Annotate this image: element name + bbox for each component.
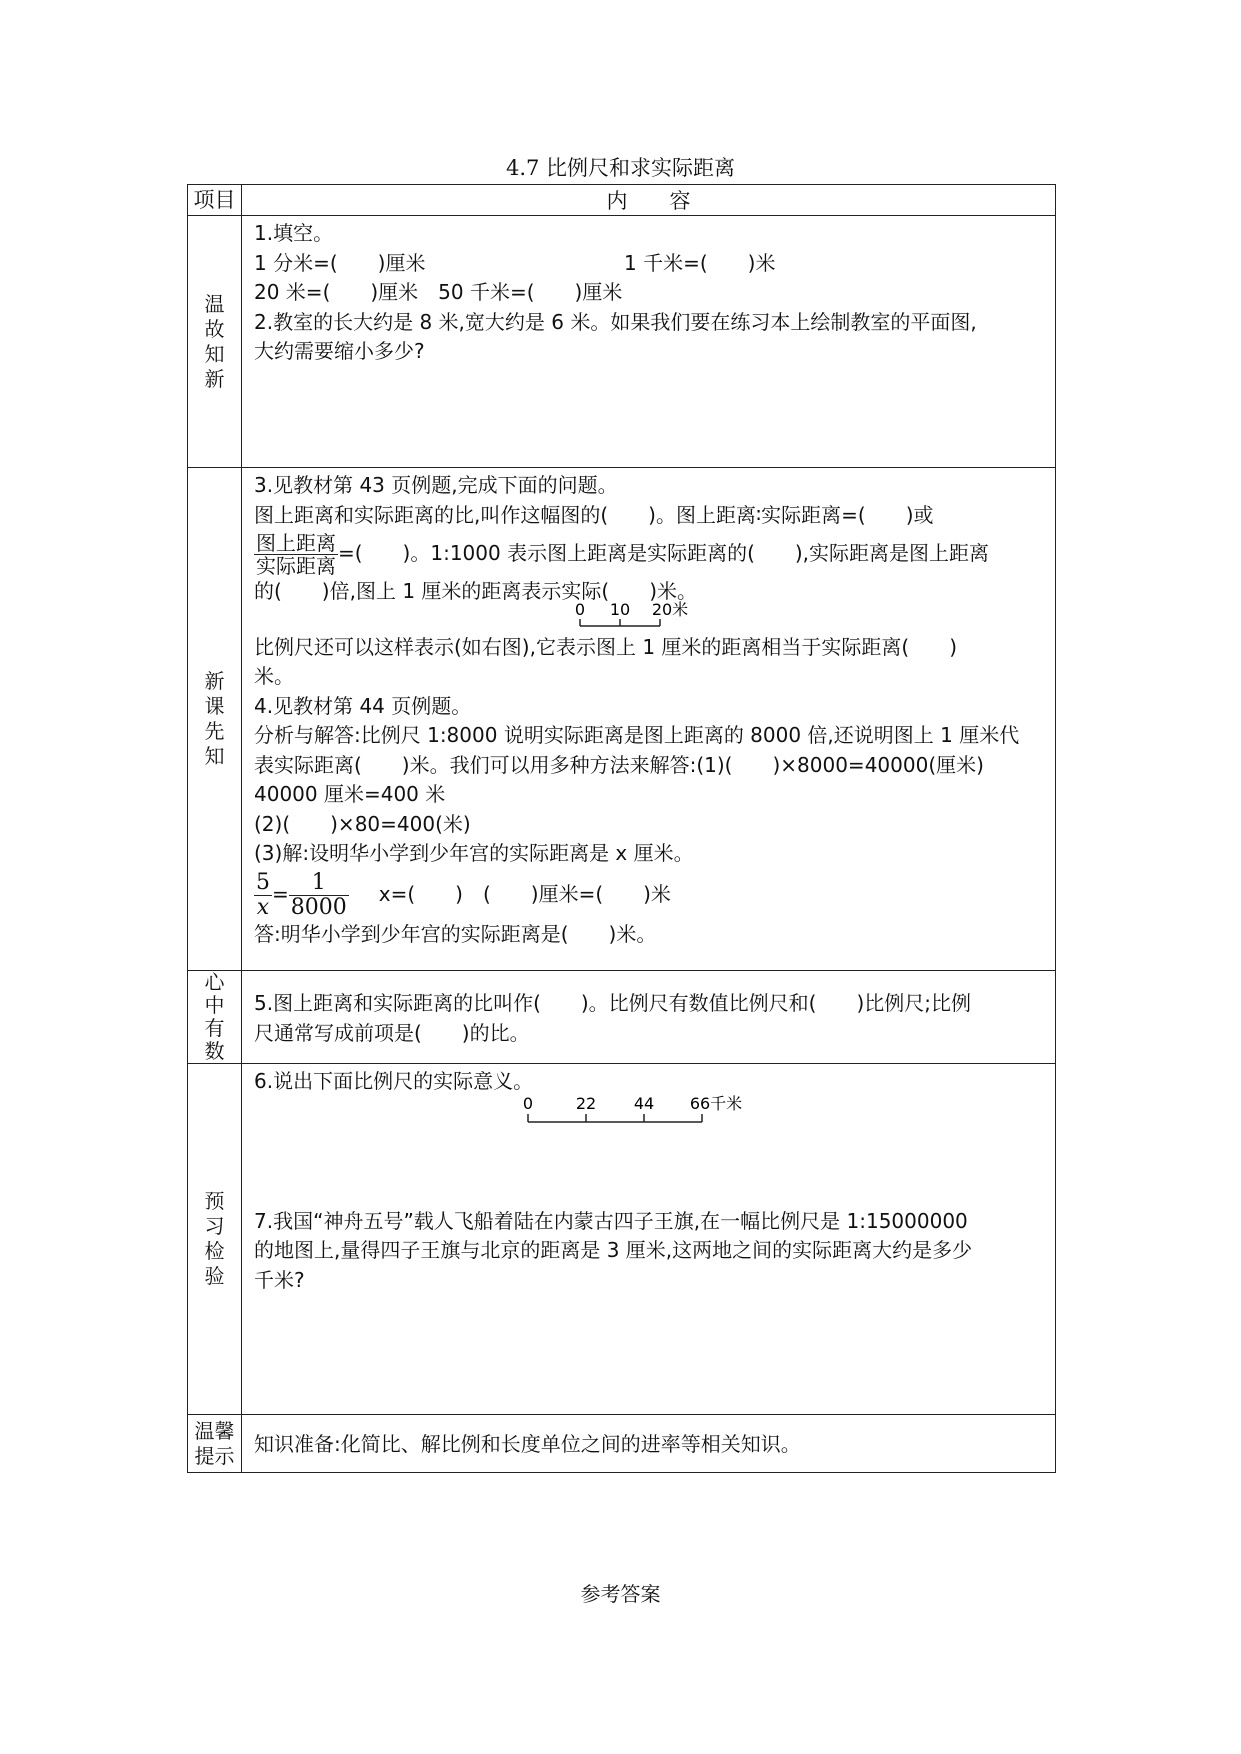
line-scale-1 (254, 599, 1045, 633)
scale-1-tick-20: 20米 (651, 599, 689, 619)
section-content-summary (242, 971, 1056, 1064)
reference-answer-heading: 参考答案 (580, 1582, 661, 1606)
question-2-line2: 大约需要缩小多少? (254, 339, 425, 363)
question-3-line5: 米。 (254, 664, 294, 688)
scale-1-tick-0: 0 (574, 599, 586, 619)
scale-2-tick-22: 22 (575, 1093, 597, 1113)
tips-text: 知识准备:化简比、解比例和长度单位之间的进率等相关知识。 (254, 1432, 801, 1457)
question-1-row1: 1 分米=( )厘米 1 千米=( )米 (254, 250, 776, 275)
question-1-title: 1.填空。 (254, 221, 334, 245)
scale-2-tick-44: 44 (633, 1093, 655, 1113)
section-check (188, 1064, 1056, 1415)
header-row (188, 185, 1056, 216)
section-content-preview (242, 468, 1056, 971)
header-content: 内 容 (242, 185, 1056, 216)
question-4-equation: $\frac{5}{x}$ = $\frac{1}{8000}$ x=( ) ( )厘米=( )米 (256, 869, 671, 920)
section-review (188, 216, 1056, 468)
question-6-title: 6.说出下面比例尺的实际意义。 (254, 1069, 534, 1093)
fraction-1-over-8000: $\frac{1}{8000}$ (290, 869, 347, 920)
section-content-review (242, 216, 1056, 468)
line-scale-2 (254, 1093, 1045, 1207)
worksheet-table (187, 184, 1056, 1473)
fraction-map-over-actual: $\frac{\text{图上距离}}{\text{实际距离}}$ (256, 531, 336, 578)
question-3-title: 3.见教材第 43 页例题,完成下面的问题。 (254, 473, 618, 497)
section-content-check (242, 1064, 1056, 1415)
question-4-line1: 分析与解答:比例尺 1:8000 说明实际距离是图上距离的 8000 倍,还说明图上 1 厘米代 (254, 723, 1020, 747)
section-label-preview: 新 课 先 知 (188, 468, 242, 971)
section-label-tips: 温馨 提示 (188, 1415, 242, 1473)
section-label-summary: 心 中 有 数 (188, 971, 242, 1064)
section-label-check: 预 习 检 验 (188, 1064, 242, 1415)
section-tips (188, 1415, 1056, 1473)
page-title: 4.7 比例尺和求实际距离 (505, 156, 736, 180)
question-5-line1: 5.图上距离和实际距离的比叫作( )。比例尺有数值比例尺和( )比例尺;比例 (254, 991, 972, 1015)
question-4-title: 4.见教材第 44 页例题。 (254, 693, 472, 718)
question-1-row2: 20 米=( )厘米 50 千米=( )厘米 (254, 280, 623, 304)
question-4-line3: 40000 厘米=400 米 (254, 782, 446, 806)
question-7-line1: 7.我国“神舟五号”载人飞船着陆在内蒙古四子王旗,在一幅比例尺是 1:15000000 (254, 1208, 968, 1233)
fraction-5-over-x: $\frac{5}{x}$ (256, 869, 270, 920)
question-3-line2: $\frac{\text{图上距离}}{\text{实际距离}}$ =( )。1:1000 表示图上距离是实际距离的( ),实际距离是图上距离 (256, 531, 990, 578)
section-content-tips (242, 1415, 1056, 1473)
question-4-answer: 答:明华小学到少年宫的实际距离是( )米。 (254, 921, 657, 946)
question-2-line1: 2.教室的长大约是 8 米,宽大约是 6 米。如果我们要在练习本上绘制教室的平面图, (254, 309, 977, 334)
section-preview (188, 468, 1056, 971)
section-summary (188, 971, 1056, 1064)
question-3-line3: 的( )倍,图上 1 厘米的距离表示实际( )米。 (254, 579, 698, 603)
question-3-line1: 图上距离和实际距离的比,叫作这幅图的( )。图上距离∶实际距离=( )或 (254, 502, 934, 527)
question-3-line4: 比例尺还可以这样表示(如右图),它表示图上 1 厘米的距离相当于实际距离( ) (254, 634, 958, 659)
question-4-line5: (3)解:设明华小学到少年宫的实际距离是 x 厘米。 (254, 841, 694, 865)
scale-1-tick-10: 10 (609, 599, 631, 619)
scale-2-tick-66: 66千米 (689, 1093, 743, 1113)
header-project: 项目 (188, 185, 242, 216)
section-label-review: 温 故 知 新 (188, 216, 242, 468)
question-5-line2: 尺通常写成前项是( )的比。 (254, 1020, 530, 1045)
question-4-line2: 表实际距离( )米。我们可以用多种方法来解答:(1)( )×8000=40000(厘米) (254, 752, 984, 777)
question-7-line2: 的地图上,量得四子王旗与北京的距离是 3 厘米,这两地之间的实际距离大约是多少 (254, 1238, 973, 1262)
scale-2-tick-0: 0 (522, 1093, 534, 1113)
question-7-line3: 千米? (254, 1267, 305, 1292)
question-4-line4: (2)( )×80=400(米) (254, 811, 471, 836)
